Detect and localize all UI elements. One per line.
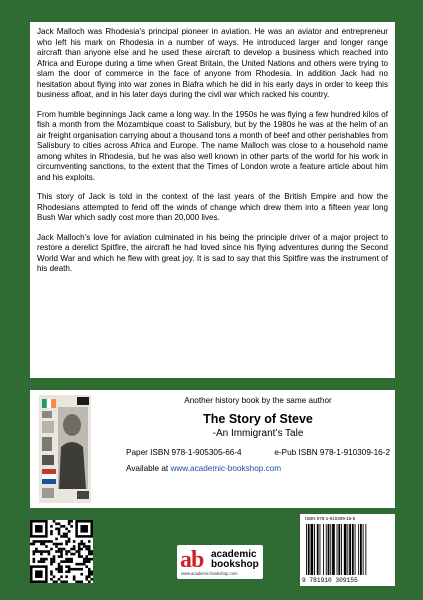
qr-code[interactable] (30, 520, 93, 583)
logo-word-academic: academic (211, 549, 257, 560)
promo-lead: Another history book by the same author (184, 396, 332, 405)
isbn-epub: e-Pub ISBN 978-1-910309-16-2 (274, 448, 390, 457)
promo-isbn-row (126, 448, 390, 457)
promo-panel (30, 390, 395, 508)
blurb-panel (30, 22, 395, 378)
blurb-paragraph-2: From humble beginnings Jack came a long way. In the 1950s he was flying a few hundred kilos of fish a month from the Mozambique coast to Salisbury, but by the 1980s he was at the helm of an air freight organisation carrying about a thousand tons a month of beef and other perishables from Salisbury to cities across Africa and Europe. The name Malloch was close to a household name among whites in Rhodesia, but he was also well known in other parts of the world for his work in circumventing sanctions, to the extent that the Times of London wrote a feature article about him and his exploits. (37, 109, 388, 182)
logo-site: www.academic-bookshop.com (181, 571, 238, 576)
isbn-barcode (300, 514, 395, 586)
blurb-paragraph-3: This story of Jack is told in the context of the last years of the British Empire and how the Rhodesians attempted to fend off the winds of change which drew them into a fifteen year long Bush War which sadly cost more than 20,000 lives. (37, 192, 388, 222)
blurb-paragraph-4: Jack Malloch’s love for aviation culminated in his being the principle driver of a major project to restore a derelict Spitfire, the aircraft he had loved since his flying adventures during the Second World War and which he flew with great joy. It is sad to say that this Spitfire was the instrument of his death. (37, 232, 388, 273)
logo-word-bookshop: bookshop (211, 559, 259, 570)
qr-code-image (30, 520, 93, 583)
isbn-paper: Paper ISBN 978-1-905305-66-4 (126, 448, 242, 457)
promo-book-title: The Story of Steve (203, 412, 313, 426)
book-cover-image (39, 395, 91, 503)
blurb-paragraph-1: Jack Malloch was Rhodesia’s principal pioneer in aviation. He was an aviator and entrepreneur who left his mark on Rhodesia in a number of ways. He introduced larger and longer range aircraft than anyone else and he used these aircraft to develop a business which reached into Africa and Europe during a time when Great Britain, the United Nations and others were trying to slam the door of commerce in the face of anyone from Rhodesia. In addition Jack had no hesitation about flying into war zones in Biafra which he did in his early days in order to keep this business afloat, and in his later days during the civil war which racked his country. (37, 27, 388, 99)
publisher-logo (177, 545, 263, 579)
barcode-digits: 9 781910 309155 (302, 577, 358, 584)
book-cover-thumbnail (39, 395, 91, 503)
promo-availability (126, 464, 390, 473)
promo-book-subtitle: -An Immigrant’s Tale (212, 428, 304, 439)
logo-wordmark (211, 550, 259, 570)
promo-text (126, 396, 390, 473)
barcode-bars (300, 514, 395, 586)
website-link[interactable]: www.academic-bookshop.com (170, 464, 282, 473)
availability-label: Available at (126, 464, 171, 473)
logo-mark: ab (180, 547, 204, 573)
barcode-isbn-text: ISBN 978-1-910309-15-5 (305, 516, 356, 521)
